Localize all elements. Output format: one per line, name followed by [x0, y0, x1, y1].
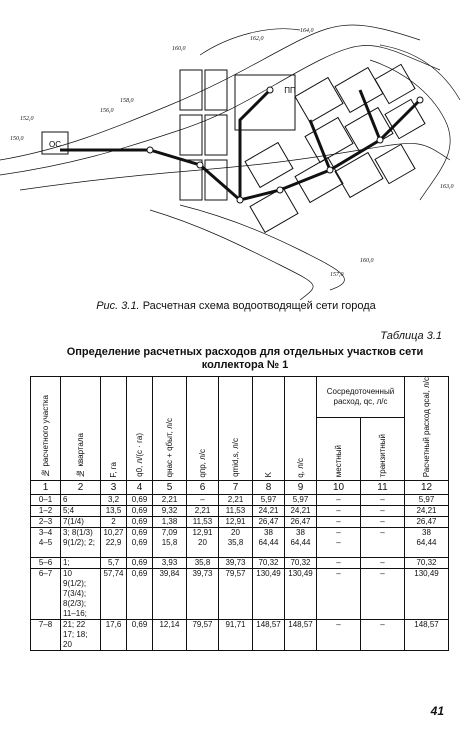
table-cell: 79,57 — [219, 569, 253, 620]
table-cell: 11,53 — [187, 517, 219, 528]
table-cell: 24,21 — [285, 506, 317, 517]
table-cell: – — [317, 558, 361, 569]
table-cell: – — [317, 620, 361, 651]
svg-text:162,0: 162,0 — [250, 36, 264, 42]
table-row — [31, 517, 449, 528]
table-cell: 70,32 — [405, 558, 449, 569]
table-cell: 21; 22 17; 18; 20 — [61, 620, 101, 651]
table-cell: 148,57 — [285, 620, 317, 651]
table-cell: 1,38 — [153, 517, 187, 528]
table-cell: 79,57 — [187, 620, 219, 651]
svg-text:160,0: 160,0 — [360, 258, 374, 264]
table-cell: 91,71 — [219, 620, 253, 651]
table-cell: 7,09 15,8 — [153, 528, 187, 558]
table-cell: 26,47 — [285, 517, 317, 528]
table-cell: 2,21 — [187, 506, 219, 517]
page-number: 41 — [430, 704, 444, 718]
table-cell: 0,69 — [127, 495, 153, 506]
header-qnas: qнас + qбыт, л/с — [153, 377, 187, 481]
header-area: F, га — [101, 377, 127, 481]
table-cell: 39,73 — [187, 569, 219, 620]
header-local: местный — [317, 418, 361, 481]
table-cell: 17,6 — [101, 620, 127, 651]
column-number-row: 1 2 3 4 5 6 7 8 9 10 11 12 — [31, 481, 449, 495]
table-cell: 7–8 — [31, 620, 61, 651]
table-cell: 0–1 — [31, 495, 61, 506]
table-cell: 1–2 — [31, 506, 61, 517]
header-concentrated: Сосредоточенный расход, qс, л/с — [317, 377, 405, 418]
table-cell: 70,32 — [253, 558, 285, 569]
table-cell: 130,49 — [285, 569, 317, 620]
table-cell: 130,49 — [405, 569, 449, 620]
table-cell: 39,84 — [153, 569, 187, 620]
table-cell: 12,91 — [219, 517, 253, 528]
table-cell: 20 35,8 — [219, 528, 253, 558]
table-cell: 0,69 — [127, 569, 153, 620]
table-cell: – – — [317, 528, 361, 558]
svg-text:160,0: 160,0 — [172, 46, 186, 52]
table-cell: 0,69 — [127, 558, 153, 569]
table-cell: 26,47 — [405, 517, 449, 528]
table-cell: – — [317, 517, 361, 528]
table-cell: 2,21 — [153, 495, 187, 506]
figure-caption-text: Расчетная схема водоотводящей сети города — [142, 300, 376, 312]
header-q: q, л/с — [285, 377, 317, 481]
table-cell: – — [361, 558, 405, 569]
svg-text:163,0: 163,0 — [440, 184, 454, 190]
table-cell: 12,14 — [153, 620, 187, 651]
table-row — [31, 495, 449, 506]
treatment-station-label: ОС — [49, 140, 61, 149]
table-row — [31, 620, 449, 651]
table-cell: 3–4 4–5 — [31, 528, 61, 558]
table-cell: 70,32 — [285, 558, 317, 569]
table-cell: 2 — [101, 517, 127, 528]
table-cell: – — [361, 620, 405, 651]
svg-text:150,0: 150,0 — [10, 136, 24, 142]
table-cell: – — [361, 528, 405, 558]
table-cell: 2,21 — [219, 495, 253, 506]
table-cell: 38 64,44 — [253, 528, 285, 558]
figure-caption — [0, 300, 472, 312]
table-cell: 3,93 — [153, 558, 187, 569]
table-cell: – — [361, 495, 405, 506]
main-collector — [60, 90, 420, 200]
table-cell: 3; 8(1/3) 9(1/2); 2; — [61, 528, 101, 558]
contour-lines — [0, 25, 460, 300]
table-cell: 24,21 — [405, 506, 449, 517]
table-cell: 0,69 — [127, 506, 153, 517]
table-cell: 6 — [61, 495, 101, 506]
table-cell: – — [187, 495, 219, 506]
header-quarter: № квартала — [61, 377, 101, 481]
table-cell: 6–7 — [31, 569, 61, 620]
table-cell: – — [361, 569, 405, 620]
table-cell: 10,27 22,9 — [101, 528, 127, 558]
table-cell: 12,91 20 — [187, 528, 219, 558]
table-cell: 0,69 0,69 — [127, 528, 153, 558]
svg-text:157,0: 157,0 — [330, 272, 344, 278]
table-cell: 0,69 — [127, 517, 153, 528]
header-segment: № расчетного участка — [31, 377, 61, 481]
header-q0: q0, л/(с · га) — [127, 377, 153, 481]
table-cell: 148,57 — [405, 620, 449, 651]
table-cell: 9,32 — [153, 506, 187, 517]
header-qpr: qпр, л/с — [187, 377, 219, 481]
table-cell: 11,53 — [219, 506, 253, 517]
table-cell: 24,21 — [253, 506, 285, 517]
table-cell: – — [317, 506, 361, 517]
svg-text:152,0: 152,0 — [20, 116, 34, 122]
table-cell: 39,73 — [219, 558, 253, 569]
table-title: Определение расчетных расходов для отдельных участков сети коллектора № 1 — [66, 346, 424, 371]
table-cell: 0,69 — [127, 620, 153, 651]
table-cell: 5,97 — [253, 495, 285, 506]
header-qcal: Расчетный расход qcal, л/с — [405, 377, 449, 481]
table-cell: 57,74 — [101, 569, 127, 620]
table-cell: 5–6 — [31, 558, 61, 569]
pumping-station-label: ПП — [284, 86, 296, 95]
table-cell: 5,97 — [285, 495, 317, 506]
table-row — [31, 558, 449, 569]
drainage-network-scheme — [0, 0, 472, 300]
table-cell: 130,49 — [253, 569, 285, 620]
table-cell: 1; — [61, 558, 101, 569]
header-qmid: qmid,s, л/с — [219, 377, 253, 481]
table-cell: – — [317, 569, 361, 620]
table-body — [31, 481, 449, 651]
table-cell: 5,97 — [405, 495, 449, 506]
svg-text:158,0: 158,0 — [120, 98, 134, 104]
table-row — [31, 528, 449, 558]
table-cell: 5,7 — [101, 558, 127, 569]
header-transit: транзитный — [361, 418, 405, 481]
node-markers — [147, 87, 423, 203]
table-cell: 38 64,44 — [285, 528, 317, 558]
table-row — [31, 569, 449, 620]
table-cell: 38 64,44 — [405, 528, 449, 558]
table-cell: 13,5 — [101, 506, 127, 517]
table-cell: 7(1/4) — [61, 517, 101, 528]
table-cell: 148,57 — [253, 620, 285, 651]
table-cell: 35,8 — [187, 558, 219, 569]
svg-text:156,0: 156,0 — [100, 108, 114, 114]
table-number: Таблица 3.1 — [380, 330, 442, 342]
table-cell: 26,47 — [253, 517, 285, 528]
table-cell: – — [361, 517, 405, 528]
flow-calculation-table — [30, 376, 449, 651]
table-cell: 5;4 — [61, 506, 101, 517]
figure-caption-prefix: Рис. 3.1. — [96, 300, 140, 312]
svg-text:164,0: 164,0 — [300, 28, 314, 34]
table-cell: – — [317, 495, 361, 506]
table-row — [31, 506, 449, 517]
street-grid — [180, 64, 425, 232]
table-cell: – — [361, 506, 405, 517]
table-cell: 3,2 — [101, 495, 127, 506]
table-cell: 2–3 — [31, 517, 61, 528]
table-cell: 10 9(1/2); 7(3/4); 8(2/3); 11–16; — [61, 569, 101, 620]
header-k: K — [253, 377, 285, 481]
